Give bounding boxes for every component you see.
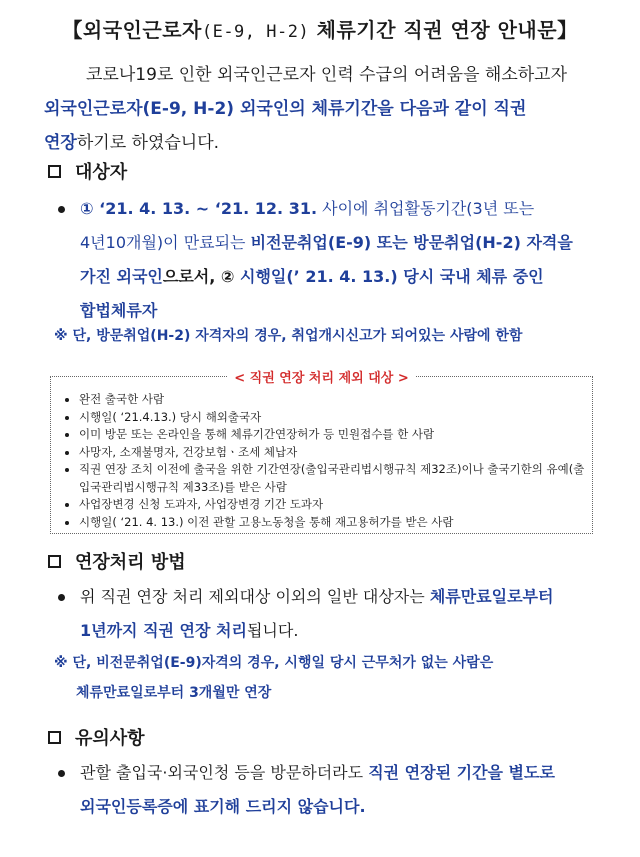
title-paren: (E-9, H-2) — [201, 22, 310, 42]
exclusion-item: 직권 연장 조치 이전에 출국을 위한 기간연장(출입국관리법시행규칙 제32조)이나 출국기한의 유예(출입국관리법시행규칙 제33조)를 받은 사람 — [63, 461, 588, 496]
target-text-b: 사이에 취업활동기간(3년 또는 — [317, 199, 535, 218]
exclusion-item: 시행일( ‘21.4.13.) 당시 해외출국자 — [63, 409, 588, 427]
exclusion-item: 이미 방문 또는 온라인을 통해 체류기간연장허가 등 민원접수를 한 사람 — [63, 426, 588, 444]
intro-paragraph — [44, 58, 604, 160]
caution-bullet — [58, 756, 598, 824]
target-foreigner: 가진 외국인 — [80, 267, 163, 286]
target-text-f: 으로서, ② — [162, 267, 240, 286]
section-heading-caution — [48, 724, 145, 750]
checkbox-square-icon — [48, 555, 61, 568]
exclusion-list — [63, 391, 588, 531]
title-main: 외국인근로자 — [82, 18, 202, 42]
title-rest: 체류기간 직권 연장 안내문 — [309, 18, 558, 42]
bullet-dot-icon — [58, 206, 65, 213]
method-text-c: 1년까지 직권 연장 처리 — [80, 621, 247, 640]
exclusion-item: 완전 출국한 사람 — [63, 391, 588, 409]
method-text-d: 됩니다. — [246, 621, 299, 640]
section-heading-label: 유의사항 — [75, 728, 145, 749]
method-text-b: 체류만료일로부터 — [429, 587, 554, 606]
target-bullet — [58, 192, 598, 328]
bullet-dot-icon — [58, 594, 65, 601]
intro-line-1: 코로나19로 인한 외국인근로자 인력 수급의 어려움을 해소하고자 — [86, 65, 568, 85]
exclusion-box — [50, 371, 593, 534]
page-title — [0, 14, 640, 43]
checkbox-square-icon — [48, 731, 61, 744]
title-bracket-open: 【 — [62, 18, 83, 42]
target-text-c: 4년10개월)이 만료되는 — [80, 233, 251, 252]
target-note: ※ 단, 방문취업(H-2) 자격자의 경우, 취업개시신고가 되어있는 사람에 한함 — [54, 328, 523, 344]
title-bracket-close: 】 — [557, 18, 578, 42]
method-text-a: 위 직권 연장 처리 제외대상 이외의 일반 대상자는 — [80, 587, 430, 606]
section-heading-method — [48, 548, 186, 574]
target-visa-types: 비전문취업(E-9) 또는 방문취업(H-2) 자격을 — [250, 233, 573, 252]
exclusion-box-title: < 직권 연장 처리 제외 대상 > — [51, 367, 592, 386]
bullet-dot-icon — [58, 770, 65, 777]
exclusion-item: 시행일( ‘21. 4. 13.) 이전 관할 고용노동청을 통해 재고용허가를 받은 사람 — [63, 514, 588, 532]
caution-text-c: 외국인등록증에 표기해 드리지 않습니다. — [80, 797, 366, 816]
method-note-line-2: 체류만료일로부터 3개월만 연장 — [76, 685, 272, 701]
target-legal-resident: 합법체류자 — [80, 301, 158, 320]
section-heading-label: 대상자 — [75, 162, 128, 183]
section-heading-label: 연장처리 방법 — [75, 552, 186, 573]
section-heading-target — [48, 158, 127, 184]
exclusion-item: 사망자, 소재불명자, 건강보험ㆍ조세 체납자 — [63, 444, 588, 462]
intro-line-3-rest: 하기로 하였습니다. — [76, 133, 220, 153]
method-bullet — [58, 580, 598, 648]
method-note — [54, 648, 604, 708]
checkbox-square-icon — [48, 165, 61, 178]
caution-text-a: 관할 출입국·외국인청 등을 방문하더라도 — [80, 763, 369, 782]
target-effective-date: 시행일(’ 21. 4. 13.) 당시 국내 체류 중인 — [240, 267, 544, 286]
target-date-range: ① ‘21. 4. 13. ~ ‘21. 12. 31. — [80, 199, 318, 218]
caution-text-b: 직권 연장된 기간을 별도로 — [368, 763, 555, 782]
intro-line-2: 외국인근로자(E-9, H-2) 외국인의 체류기간을 다음과 같이 직권 — [44, 99, 527, 119]
method-note-line-1: ※ 단, 비전문취업(E-9)자격의 경우, 시행일 당시 근무처가 없는 사람은 — [54, 655, 494, 671]
intro-line-3-highlight: 연장 — [44, 133, 77, 153]
exclusion-item: 사업장변경 신청 도과자, 사업장변경 기간 도과자 — [63, 496, 588, 514]
